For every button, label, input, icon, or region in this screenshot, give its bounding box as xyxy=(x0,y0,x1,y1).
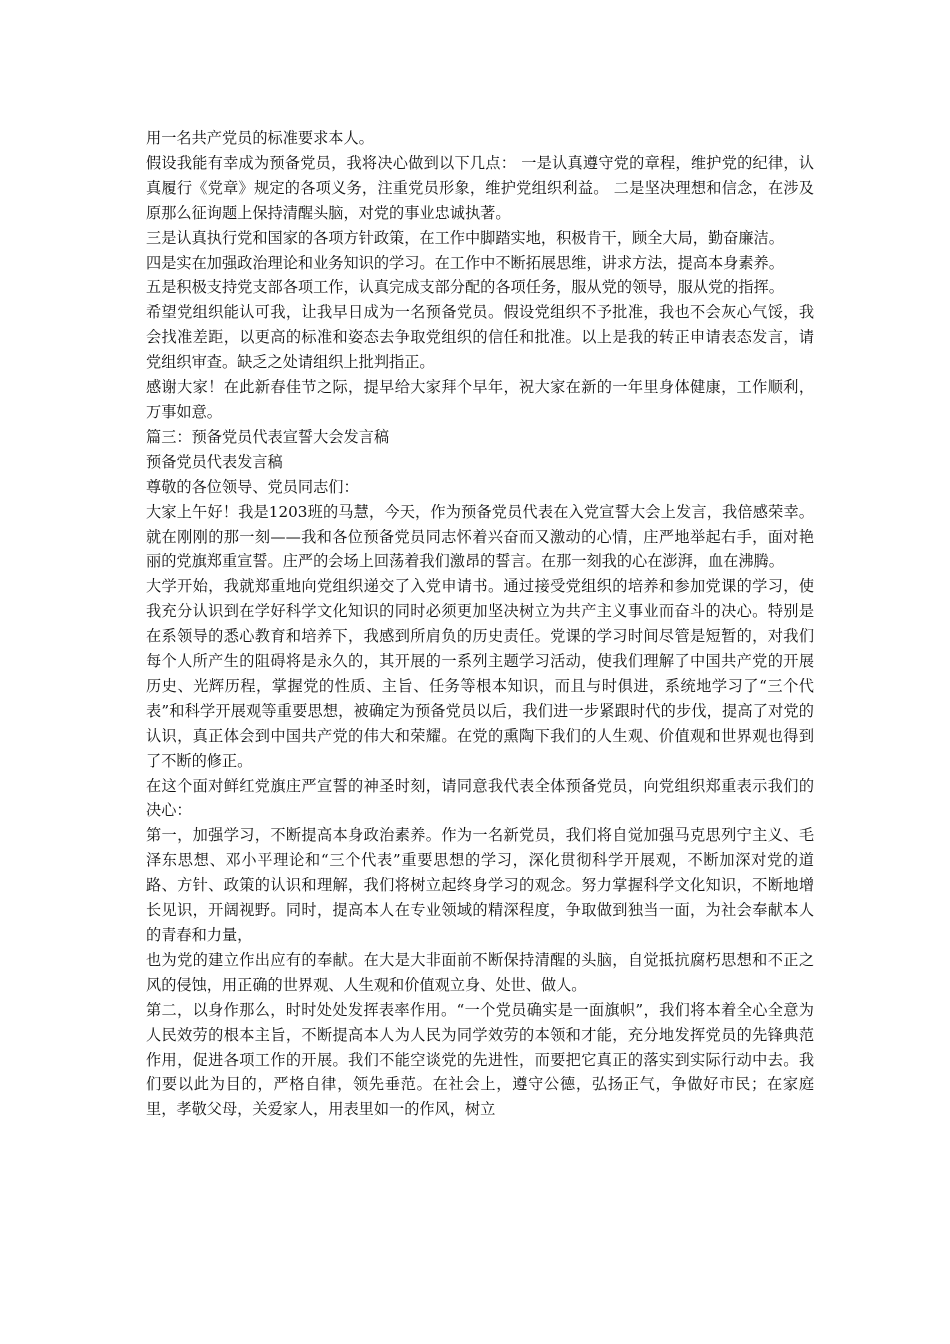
paragraph: 三是认真执行党和国家的各项方针政策，在工作中脚踏实地，积极肯干，顾全大局，勤奋廉洁。 xyxy=(146,228,784,247)
paragraph: 五是积极支持党支部各项工作，认真完成支部分配的各项任务，服从党的领导，服从党的指挥。 xyxy=(146,278,784,297)
salutation: 尊敬的各位领导、党员同志们： xyxy=(146,477,359,496)
paragraph: 大家上午好！我是1203班的马慧，今天，作为预备党员代表在入党宣誓大会上发言，我倍感荣幸。就在刚刚的那一刻——我和各位预备党员同志怀着兴奋而又激动的心情，庄严地举起右手，面对艳丽的党旗郑重宣誓。庄严的会场上回荡着我们激昂的誓言。在那一刻我的心在澎湃，血在沸腾。 xyxy=(146,502,814,571)
document-body xyxy=(146,126,814,1122)
paragraph: 感谢大家！在此新春佳节之际，提早给大家拜个早年，祝大家在新的一年里身体健康，工作顺利，万事如意。 xyxy=(146,378,814,421)
paragraph: 假设我能有幸成为预备党员，我将决心做到以下几点： 一是认真遵守党的章程，维护党的纪律，认真履行《党章》规定的各项义务，注重党员形象，维护党组织利益。 二是坚决理想和信念，在涉及原那么征询题上保持清醒头脑，对党的事业忠诚执著。 xyxy=(146,153,814,222)
paragraph: 四是实在加强政治理论和业务知识的学习。在工作中不断拓展思维，讲求方法，提高本身素养。 xyxy=(146,253,784,272)
paragraph: 第二，以身作那么，时时处处发挥表率作用。“一个党员确实是一面旗帜”，我们将本着全心全意为人民效劳的根本主旨，不断提高本人为人民为同学效劳的本领和才能，充分地发挥党员的先锋典范作用，促进各项工作的开展。我们不能空谈党的先进性，而要把它真正的落实到实际行动中去。我们要以此为目的，严格自律，领先垂范。在社会上，遵守公德，弘扬正气，争做好市民；在家庭里，孝敬父母，关爱家人，用表里如一的作风，树立 xyxy=(146,1000,814,1119)
speech-title: 预备党员代表发言稿 xyxy=(146,452,283,471)
section-heading: 篇三：预备党员代表宣誓大会发言稿 xyxy=(146,427,389,446)
paragraph: 第一，加强学习，不断提高本身政治素养。作为一名新党员，我们将自觉加强马克思列宁主义、毛泽东思想、邓小平理论和“三个代表”重要思想的学习，深化贯彻科学开展观，不断加深对党的道路、方针、政策的认识和理解，我们将树立起终身学习的观念。努力掌握科学文化知识，不断地增长见识，开阔视野。同时，提高本人在专业领域的精深程度，争取做到独当一面，为社会奉献本人的青春和力量， xyxy=(146,826,814,944)
paragraph: 用一名共产党员的标准要求本人。 xyxy=(146,129,374,147)
paragraph: 大学开始，我就郑重地向党组织递交了入党申请书。通过接受党组织的培养和参加党课的学习，使我充分认识到在学好科学文化知识的同时必须更加坚决树立为共产主义事业而奋斗的决心。特别是在系领导的悉心教育和培养下，我感到所肩负的历史责任。党课的学习时间尽管是短暂的，对我们每个人所产生的阻碍将是永久的，其开展的一系列主题学习活动，使我们理解了中国共产党的开展历史、光辉历程，掌握党的性质、主旨、任务等根本知识，而且与时俱进，系统地学习了“三个代表”和科学开展观等重要思想，被确定为预备党员以后，我们进一步紧跟时代的步伐，提高了对党的认识，真正体会到中国共产党的伟大和荣耀。在党的熏陶下我们的人生观、价值观和世界观也得到了不断的修正。 xyxy=(146,577,814,770)
paragraph: 希望党组织能认可我，让我早日成为一名预备党员。假设党组织不予批准，我也不会灰心气馁，我会找准差距，以更高的标准和姿态去争取党组织的信任和批准。以上是我的转正申请表态发言，请党组织审查。缺乏之处请组织上批判指正。 xyxy=(146,303,814,372)
paragraph: 也为党的建立作出应有的奉献。在大是大非面前不断保持清醒的头脑，自觉抵抗腐朽思想和不正之风的侵蚀，用正确的世界观、人生观和价值观立身、处世、做人。 xyxy=(146,950,814,994)
paragraph: 在这个面对鲜红党旗庄严宣誓的神圣时刻，请同意我代表全体预备党员，向党组织郑重表示我们的决心： xyxy=(146,776,814,820)
